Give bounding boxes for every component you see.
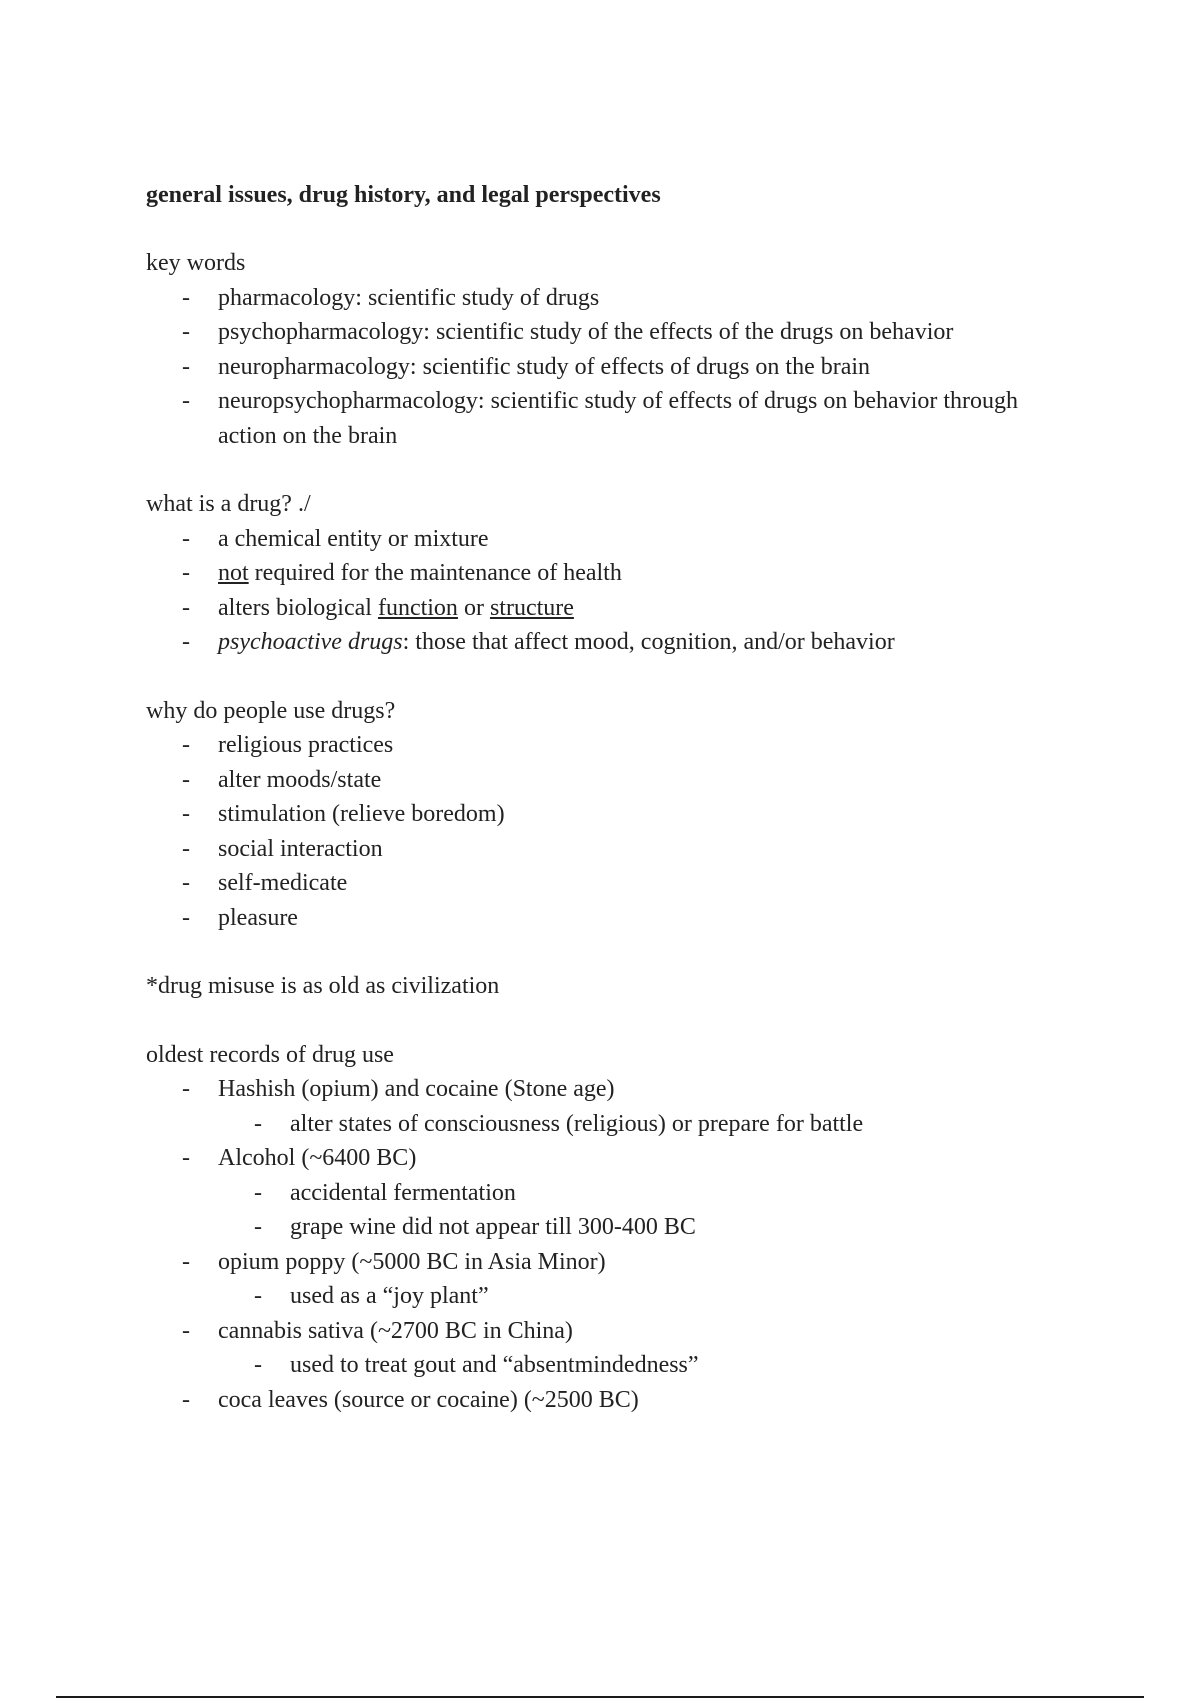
item-text: or <box>457 594 490 621</box>
list-item: - stimulation (relieve boredom) <box>146 797 1066 832</box>
underlined-word: function <box>377 594 458 621</box>
sub-list-item: - alter states of consciousness (religious) or prepare for battle <box>146 1107 1066 1142</box>
list-item: - neuropharmacology: scientific study of effects of drugs on the brain <box>146 350 1066 385</box>
underlined-word: structure <box>489 594 574 621</box>
key-words-section <box>146 246 1066 453</box>
oldest-records-section <box>146 1038 1066 1418</box>
list-item: - Alcohol (~6400 BC) <box>146 1141 1066 1176</box>
document-title: general issues, drug history, and legal perspectives <box>146 182 661 208</box>
underlined-word: not <box>218 560 249 586</box>
item-text: required for the maintenance of health <box>248 560 622 586</box>
list-item: - social interaction <box>146 832 1066 867</box>
list-item: - pleasure <box>146 901 1066 936</box>
sub-list-item: - used to treat gout and “absentmindedness” <box>146 1348 1066 1383</box>
note-text: *drug misuse is as old as civilization <box>146 973 500 999</box>
list-item: - a chemical entity or mixture <box>146 522 1066 557</box>
list-item: - self-medicate <box>146 866 1066 901</box>
list-item: - neuropsychopharmacology: scientific study of effects of drugs on behavior through action on the brain <box>146 384 1066 453</box>
what-is-drug-heading: what is a drug? ./ <box>146 491 311 517</box>
document-page <box>146 178 1066 1417</box>
key-words-list <box>146 281 1066 454</box>
list-item: - cannabis sativa (~2700 BC in China) <box>146 1314 1066 1349</box>
list-item: - coca leaves (source or cocaine) (~2500 BC) <box>146 1383 1066 1418</box>
note-section <box>146 969 1066 1004</box>
list-item: - opium poppy (~5000 BC in Asia Minor) <box>146 1245 1066 1280</box>
italic-term: psychoactive drugs <box>218 629 403 655</box>
list-item <box>146 556 1066 591</box>
list-item: - alter moods/state <box>146 763 1066 798</box>
item-text: : those that affect mood, cognition, and/or behavior <box>402 629 895 655</box>
list-item: - pharmacology: scientific study of drugs <box>146 281 1066 316</box>
list-item <box>146 625 1066 660</box>
oldest-records-heading: oldest records of drug use <box>146 1041 394 1068</box>
what-is-drug-section <box>146 487 1066 660</box>
sub-list-item: - used as a “joy plant” <box>146 1279 1066 1314</box>
page-bottom-rule <box>56 1696 1144 1698</box>
list-item: - religious practices <box>146 728 1066 763</box>
list-item: - Hashish (opium) and cocaine (Stone age) <box>146 1072 1066 1107</box>
sub-list-item: - grape wine did not appear till 300-400 BC <box>146 1210 1066 1245</box>
sub-list-item: - accidental fermentation <box>146 1176 1066 1211</box>
list-item: - psychopharmacology: scientific study of the effects of the drugs on behavior <box>146 315 1066 350</box>
item-text: alters biological <box>218 594 378 621</box>
why-use-heading: why do people use drugs? <box>146 697 396 724</box>
oldest-records-list <box>146 1072 1066 1417</box>
why-use-list <box>146 728 1066 935</box>
what-is-drug-list <box>146 522 1066 660</box>
key-words-heading: key words <box>146 250 246 276</box>
why-use-section <box>146 694 1066 936</box>
list-item <box>146 591 1066 626</box>
